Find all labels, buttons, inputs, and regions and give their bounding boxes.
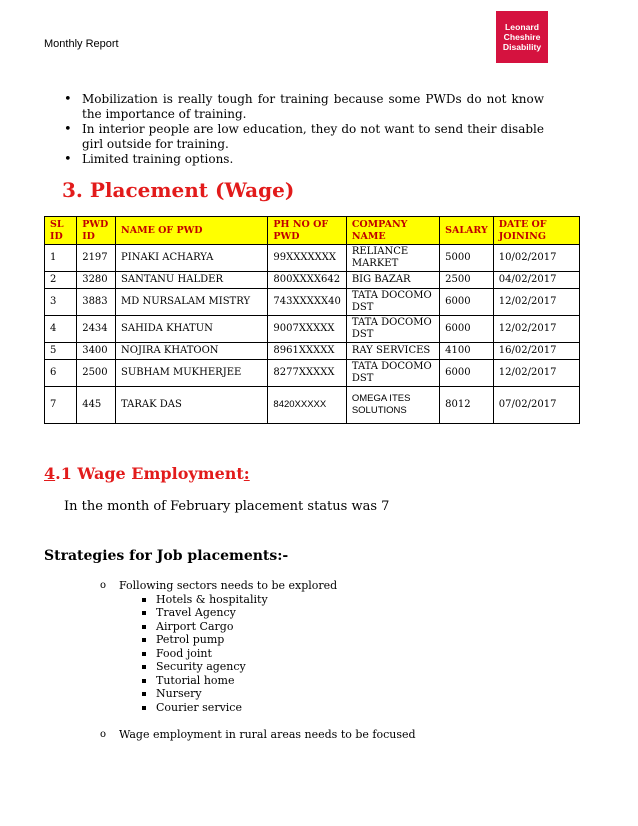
list-item: o Wage employment in rural areas needs to be focused xyxy=(100,728,520,742)
placement-status-text: In the month of February placement status was 7 xyxy=(64,499,390,514)
cell-name: MD NURSALAM MISTRY xyxy=(116,289,268,316)
logo-dis: Dis xyxy=(502,42,517,52)
cell-sl: 5 xyxy=(45,343,77,360)
header-date-joining: DATE OF JOINING xyxy=(493,217,579,245)
cell-name: SUBHAM MUKHERJEE xyxy=(116,360,268,387)
cell-company: TATA DOCOMO DST xyxy=(346,316,439,343)
list-item: Courier service xyxy=(119,701,520,715)
list-item: Airport Cargo xyxy=(119,620,520,634)
list-item: Travel Agency xyxy=(119,606,520,620)
cell-ph: 8420XXXXX xyxy=(268,387,346,424)
cell-sl: 4 xyxy=(45,316,77,343)
cell-date: 07/02/2017 xyxy=(493,387,579,424)
subsection-heading-wage-employment xyxy=(44,464,250,483)
cell-ph: 99XXXXXXX xyxy=(268,245,346,272)
cell-pwd-id: 2434 xyxy=(77,316,116,343)
cell-salary: 8012 xyxy=(440,387,494,424)
cell-date: 16/02/2017 xyxy=(493,343,579,360)
list-item: Nursery xyxy=(119,687,520,701)
cell-company: RELIANCE MARKET xyxy=(346,245,439,272)
subsection-title: .1 Wage Employment xyxy=(55,464,244,483)
cell-date: 04/02/2017 xyxy=(493,272,579,289)
cell-company: TATA DOCOMO DST xyxy=(346,289,439,316)
table-row xyxy=(45,360,580,387)
table-row xyxy=(45,245,580,272)
cell-date: 12/02/2017 xyxy=(493,316,579,343)
list-item: Food joint xyxy=(119,647,520,661)
cell-name: NOJIRA KHATOON xyxy=(116,343,268,360)
logo-line-2: Cheshire xyxy=(503,32,541,42)
section-title: Placement (Wage) xyxy=(89,178,295,202)
cell-salary: 4100 xyxy=(440,343,494,360)
cell-salary: 2500 xyxy=(440,272,494,289)
cell-ph: 800XXXX642 xyxy=(268,272,346,289)
cell-pwd-id: 3280 xyxy=(77,272,116,289)
list-item: Security agency xyxy=(119,660,520,674)
cell-name: SANTANU HALDER xyxy=(116,272,268,289)
cell-salary: 6000 xyxy=(440,316,494,343)
logo-ability: ability xyxy=(516,42,542,52)
header-phone: PH NO OF PWD xyxy=(268,217,346,245)
list-item: Petrol pump xyxy=(119,633,520,647)
cell-company: RAY SERVICES xyxy=(346,343,439,360)
list-item: Hotels & hospitality xyxy=(119,593,520,607)
strategy-item-text: Following sectors needs to be explored xyxy=(119,579,338,592)
cell-sl: 6 xyxy=(45,360,77,387)
cell-ph: 9007XXXXX xyxy=(268,316,346,343)
cell-name: SAHIDA KHATUN xyxy=(116,316,268,343)
header-pwd-id: PWD ID xyxy=(77,217,116,245)
cell-pwd-id: 3400 xyxy=(77,343,116,360)
section-heading-placement xyxy=(62,178,294,202)
sectors-list xyxy=(119,593,520,715)
cell-salary: 6000 xyxy=(440,360,494,387)
table-header-row xyxy=(45,217,580,245)
cell-pwd-id: 2197 xyxy=(77,245,116,272)
cell-sl: 2 xyxy=(45,272,77,289)
cell-pwd-id: 3883 xyxy=(77,289,116,316)
list-item: • Mobilization is really tough for training because some PWDs do not know the importance of training. xyxy=(64,92,544,122)
cell-sl: 3 xyxy=(45,289,77,316)
logo-line-1: Leonard xyxy=(505,22,539,32)
cell-ph: 743XXXXX40 xyxy=(268,289,346,316)
table-row xyxy=(45,272,580,289)
logo-line-3 xyxy=(496,42,548,52)
list-item xyxy=(100,579,520,728)
cell-name: PINAKI ACHARYA xyxy=(116,245,268,272)
section-number: 3. xyxy=(62,178,83,202)
header-company: COMPANY NAME xyxy=(346,217,439,245)
strategies-heading: Strategies for Job placements:- xyxy=(44,548,289,564)
header-salary: SALARY xyxy=(440,217,494,245)
table-row xyxy=(45,387,580,424)
list-item: • In interior people are low education, they do not want to send their disable girl outside for training. xyxy=(64,122,544,152)
table-row xyxy=(45,343,580,360)
cell-sl: 7 xyxy=(45,387,77,424)
cell-pwd-id: 445 xyxy=(77,387,116,424)
cell-pwd-id: 2500 xyxy=(77,360,116,387)
table-body xyxy=(45,245,580,424)
challenges-list xyxy=(64,92,544,167)
page-header-title: Monthly Report xyxy=(44,38,119,50)
cell-salary: 6000 xyxy=(440,289,494,316)
leonard-cheshire-disability-logo xyxy=(496,11,548,63)
cell-salary: 5000 xyxy=(440,245,494,272)
cell-date: 12/02/2017 xyxy=(493,289,579,316)
table-row xyxy=(45,316,580,343)
subsection-colon: : xyxy=(243,464,250,483)
cell-company: OMEGA ITES SOLUTIONS xyxy=(346,387,439,424)
table-row xyxy=(45,289,580,316)
subsection-number-digit: 4 xyxy=(44,464,56,483)
strategies-list xyxy=(100,579,520,742)
cell-name: TARAK DAS xyxy=(116,387,268,424)
header-sl-id: SL ID xyxy=(45,217,77,245)
cell-ph: 8277XXXXX xyxy=(268,360,346,387)
list-item: • Limited training options. xyxy=(64,152,544,167)
cell-ph: 8961XXXXX xyxy=(268,343,346,360)
cell-company: BIG BAZAR xyxy=(346,272,439,289)
cell-date: 12/02/2017 xyxy=(493,360,579,387)
list-item: Tutorial home xyxy=(119,674,520,688)
placement-table xyxy=(44,216,580,424)
cell-company: TATA DOCOMO DST xyxy=(346,360,439,387)
cell-sl: 1 xyxy=(45,245,77,272)
cell-date: 10/02/2017 xyxy=(493,245,579,272)
header-name: NAME OF PWD xyxy=(116,217,268,245)
